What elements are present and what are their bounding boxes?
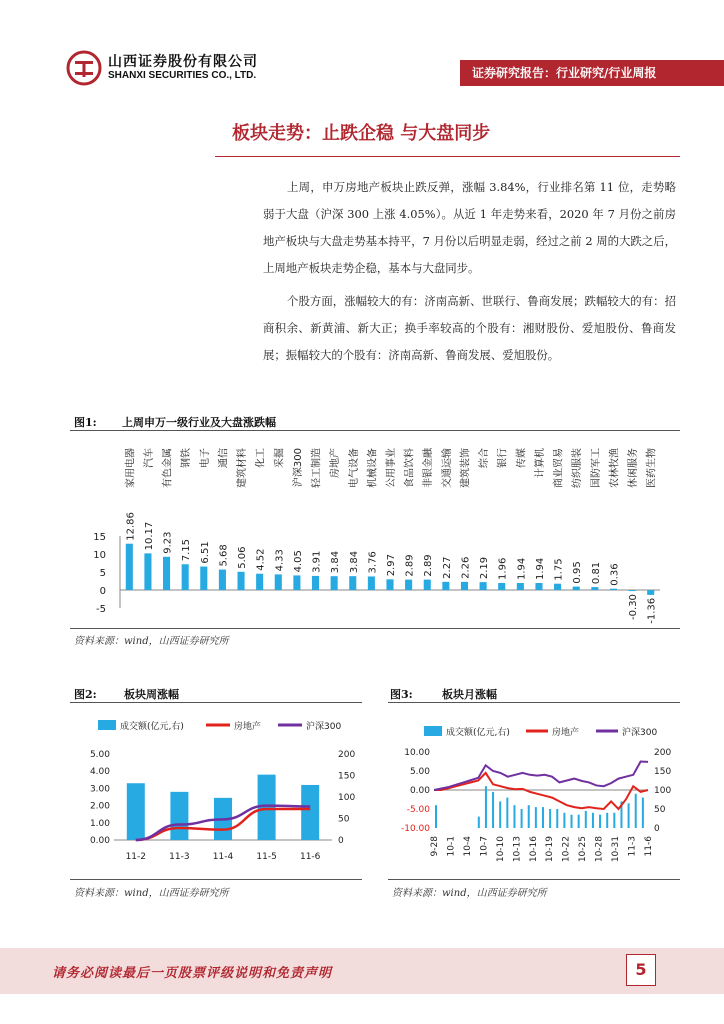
x-tick-label: 10-16 [528,836,539,863]
category-label: 电气设备 [348,448,360,488]
y-right-tick: 100 [338,793,356,803]
volume-bar [528,805,530,828]
bar [480,582,487,590]
data-label: 3.84 [348,550,360,574]
figure1-bottom-rule [70,628,680,629]
data-label: 2.27 [441,556,453,579]
bar [498,583,505,590]
x-tick-label: 11-2 [125,852,147,862]
bar [349,576,356,590]
data-label: 0.95 [572,561,584,584]
bar [535,583,542,590]
bar [331,576,338,590]
category-label: 沪深300 [292,448,304,488]
data-label: 1.94 [516,557,528,581]
legend-label-realestate: 房地产 [234,722,262,732]
paragraph-1: 上周，申万房地产板块止跌反弹，涨幅 3.84%，行业排名第 11 位，走势略弱于大盘（沪深 300 上涨 4.05%）。从近 1 年走势来看，2020 年 7 月份之前房地产板块与大盘走势基本持平，7 月份以后明显走弱，经过之前 2 周的大跌之后，上周地产板块走势企稳，基本与大盘同步。 [263,180,676,275]
volume-bar [592,813,594,828]
y-right-tick: 100 [654,786,672,796]
category-label: 通信 [218,448,230,468]
bar [200,567,207,590]
line-hs300 [434,762,648,791]
y-left-tick: 2.00 [89,801,110,812]
y-right-tick: 50 [338,814,350,825]
x-tick-label: 11-4 [212,852,234,862]
line-realestate [434,773,648,809]
data-label: 9.23 [162,531,174,554]
category-label: 电子 [199,448,211,468]
volume-bar [613,813,615,828]
volume-bar [563,813,565,828]
legend-label-realestate: 房地产 [552,728,580,738]
x-tick-label: 10-19 [545,836,556,863]
volume-bar [606,813,608,828]
data-label: 0.36 [609,563,621,586]
category-label: 医药生物 [646,448,658,488]
figure1-label: 图1: [74,416,97,429]
x-tick-label: 11-6 [644,836,654,857]
figure3-bottom-rule [388,879,680,880]
bar [368,576,375,590]
x-tick-label: 11-3 [169,852,190,862]
category-label: 传媒 [516,448,528,468]
volume-bar [585,811,587,828]
data-label: 1.94 [534,557,546,581]
figure1-chart [70,432,682,628]
figure3-source: 资料来源：wind，山西证券研究所 [392,888,547,899]
y-left-tick: 10.00 [404,748,430,758]
y-right-tick: 150 [338,771,356,782]
bar [219,570,226,590]
x-tick-label: 10-31 [611,836,622,863]
volume-bar [492,792,494,828]
x-tick-label: 10-1 [446,836,457,857]
data-label: 7.15 [181,538,193,562]
y-left-tick: 3.00 [89,784,110,795]
volume-bar [301,785,319,840]
volume-bar [435,805,437,828]
data-label: 5.68 [218,544,230,567]
y-left-tick: -5.00 [406,805,430,815]
bar [647,590,654,595]
legend-label-hs300: 沪深300 [306,722,342,732]
bar [182,564,189,590]
figure2-chart [70,704,364,878]
bar [405,580,412,590]
category-label: 纺织服装 [572,448,584,488]
volume-bar [599,815,601,828]
data-label: 3.91 [311,550,323,573]
volume-bar [170,792,188,840]
data-label: 1.96 [497,557,509,580]
y-tick-label: 15 [93,532,106,543]
bar [256,574,263,590]
volume-bar [635,794,637,828]
bar [275,574,282,590]
category-label: 国防军工 [590,448,602,488]
category-label: 钢铁 [181,448,193,468]
category-label: 商业贸易 [553,447,565,488]
y-right-tick: 200 [338,750,356,760]
data-label: 6.51 [199,541,211,564]
data-label: 12.86 [125,512,137,541]
y-right-tick: 50 [654,805,666,815]
data-label: -1.36 [646,597,658,624]
company-name-en: SHANXI SECURITIES CO., LTD. [108,70,257,81]
volume-bar [521,809,523,828]
y-tick-label: 0 [99,586,106,597]
legend-label-volume: 成交额(亿元,右) [446,728,510,738]
volume-bar [478,817,480,828]
y-right-tick: 150 [654,767,672,777]
bar [293,575,300,590]
figure2-source: 资料来源：wind，山西证券研究所 [74,888,229,899]
y-right-tick: 200 [654,748,672,758]
y-left-tick: -10.00 [400,824,430,834]
x-tick-label: 10-10 [495,836,506,863]
category-label: 机械设备 [367,448,379,488]
y-right-tick: 0 [338,836,344,846]
figure3-title: 板块月涨幅 [442,688,497,701]
volume-bar [535,807,537,828]
figure3-top-rule [388,702,680,703]
company-logo [66,50,102,86]
figure1-title: 上周申万一级行业及大盘涨跌幅 [122,416,276,429]
report-type: 证券研究报告：行业研究/行业周报 [472,66,657,80]
bar [442,582,449,590]
category-label: 汽车 [143,448,155,468]
legend-swatch-volume [424,726,442,736]
bar [461,582,468,590]
volume-bar [127,783,145,840]
volume-bar [578,815,580,828]
category-label: 采掘 [274,448,286,468]
data-label: 1.75 [553,558,565,581]
y-tick-label: 10 [93,550,106,561]
legend-swatch-volume [98,720,116,730]
category-label: 计算机 [534,448,546,478]
data-label: 4.05 [292,550,304,573]
volume-bar [556,809,558,828]
category-label: 房地产 [330,448,342,478]
bar [610,589,617,590]
category-label: 食品饮料 [404,448,416,488]
bar [312,576,319,590]
bar [237,572,244,590]
data-label: 2.89 [423,554,435,577]
y-right-tick: 0 [654,824,660,834]
category-label: 有色金属 [162,448,174,488]
y-left-tick: 1.00 [89,818,110,829]
data-label: 5.06 [237,546,249,569]
figure3-label: 图3: [390,688,413,701]
bar [573,587,580,590]
category-label: 休闲服务 [628,448,640,488]
x-tick-label: 9-28 [430,836,440,857]
bar [424,580,431,590]
bar [126,544,133,590]
x-tick-label: 10-25 [578,836,589,863]
volume-bar [506,798,508,828]
category-label: 非银金融 [423,448,435,488]
figure2-title: 板块周涨幅 [124,688,179,701]
volume-bar [642,798,644,828]
bar [629,590,636,591]
bar [554,584,561,590]
category-label: 综合 [479,448,491,468]
bar [386,579,393,590]
data-label: 3.76 [367,551,379,574]
category-label: 公用事业 [386,448,397,488]
figure1-source: 资料来源：wind，山西证券研究所 [74,636,229,647]
section-title: 板块走势：止跌企稳 与大盘同步 [232,123,491,144]
bar [517,583,524,590]
volume-bar [513,805,515,828]
category-label: 建筑材料 [237,448,249,488]
figure2-label: 图2: [74,688,97,701]
volume-bar [571,815,573,828]
category-label: 化工 [255,448,267,468]
x-tick-label: 11-3 [627,836,638,857]
title-divider [215,156,680,157]
figure2-top-rule [70,702,362,703]
category-label: 农林牧渔 [609,448,621,488]
data-label: 4.33 [274,549,286,572]
x-tick-label: 10-28 [594,836,605,863]
bar [163,557,170,590]
data-label: 0.81 [590,561,602,585]
x-tick-label: 10-4 [462,836,473,857]
y-tick-label: -5 [96,604,106,615]
y-left-tick: 5.00 [89,750,110,760]
category-label: 轻工制造 [311,448,323,488]
category-label: 银行 [497,448,509,468]
y-left-tick: 0.00 [89,836,110,846]
data-label: 4.52 [255,548,267,571]
data-label: -0.30 [628,594,640,620]
y-left-tick: 5.00 [409,767,430,777]
volume-bar [499,801,501,828]
bar [144,553,151,590]
data-label: 10.17 [143,521,155,551]
disclaimer-notice: 请务必阅读最后一页股票评级说明和免责声明 [52,966,333,981]
data-label: 2.89 [404,554,416,577]
volume-bar [542,807,544,828]
volume-bar [258,775,276,840]
category-label: 家用电器 [125,448,137,488]
data-label: 2.19 [479,556,491,580]
category-label: 建筑装饰 [460,448,472,488]
volume-bar [549,809,551,828]
paragraph-2: 个股方面，涨幅较大的有：济南高新、世联行、鲁商发展；跌幅较大的有：招商积余、新黄浦、新大正；换手率较高的个股有：湘财股份、爱旭股份、鲁商发展；振幅较大的个股有：济南高新、鲁商发展、爱旭股份。 [263,294,676,362]
category-label: 交通运输 [441,448,453,488]
figure2-bottom-rule [70,879,362,880]
legend-label-hs300: 沪深300 [622,728,658,738]
page-number: 5 [626,954,656,986]
figure1-top-rule [70,430,680,431]
x-tick-label: 10-13 [512,836,523,863]
legend-label-volume: 成交额(亿元,右) [120,722,184,732]
y-left-tick: 4.00 [89,767,110,778]
company-name-cn: 山西证券股份有限公司 [108,54,258,70]
x-tick-label: 11-6 [299,852,321,862]
bar [591,587,598,590]
data-label: 2.26 [460,556,472,579]
data-label: 3.84 [330,550,342,574]
x-tick-label: 10-22 [561,836,572,863]
figure3-chart [388,704,682,878]
x-tick-label: 10-7 [479,836,490,857]
data-label: 2.97 [386,554,397,577]
y-left-tick: 0.00 [409,786,430,796]
x-tick-label: 11-5 [256,852,277,862]
volume-bar [485,786,487,828]
y-tick-label: 5 [99,568,106,579]
volume-bar [628,803,630,828]
